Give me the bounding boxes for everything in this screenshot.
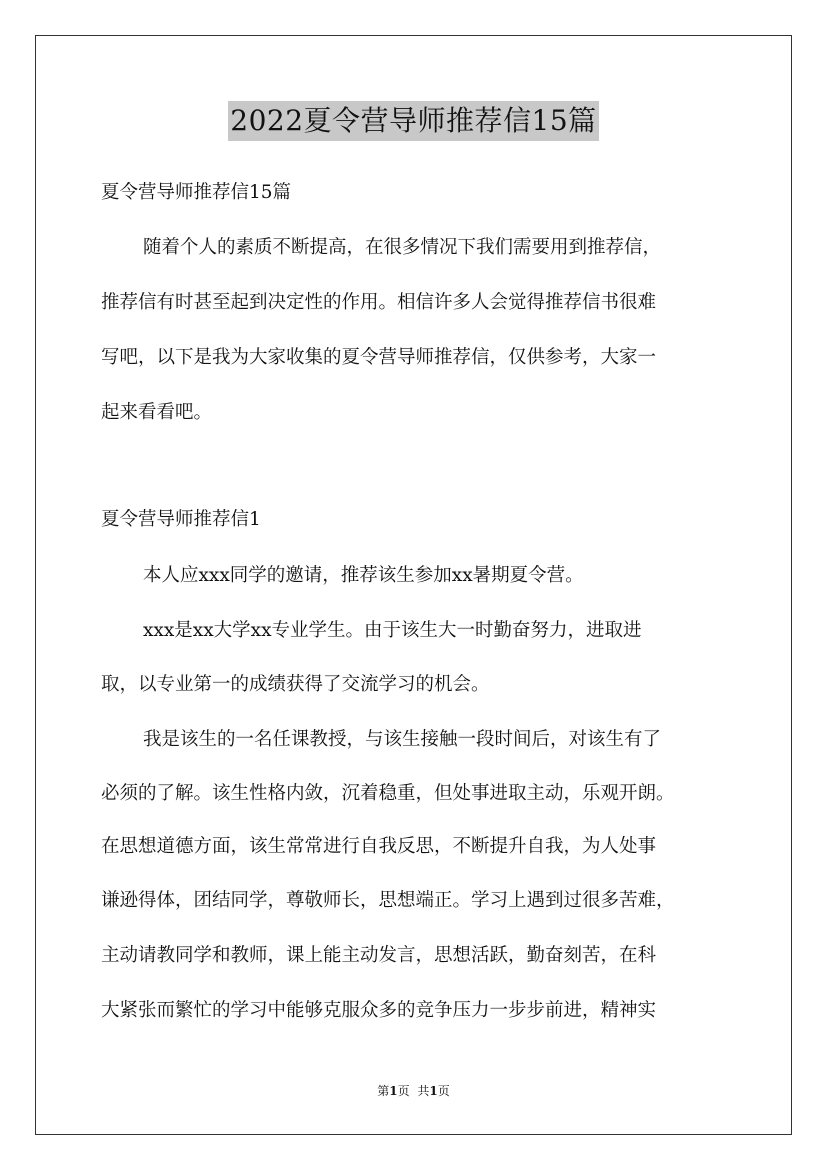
footer-page-prefix: 第: [377, 1084, 390, 1098]
document-title: 2022夏令营导师推荐信15篇: [228, 101, 598, 141]
body-line: 必须的了解。该生性格内敛，沉着稳重，但处事进取主动，乐观开朗。: [101, 783, 675, 804]
page-footer: [0, 1083, 827, 1099]
body-line: 大紧张而繁忙的学习中能够克服众多的竞争压力一步步前进，精神实: [101, 1000, 657, 1021]
body-line: 本人应xxx同学的邀请，推荐该生参加xx暑期夏令营。: [143, 565, 584, 586]
body-line: 主动请教同学和教师，课上能主动发言，思想活跃，勤奋刻苦，在科: [101, 945, 657, 966]
body-line: xxx是xx大学xx专业学生。由于该生大一时勤奋努力，进取进: [143, 620, 642, 641]
body-line: 取，以专业第一的成绩获得了交流学习的机会。: [101, 674, 490, 695]
body-line: 谦逊得体，团结同学，尊敬师长，思想端正。学习上遇到过很多苦难，: [101, 890, 675, 911]
footer-total-suffix: 页: [437, 1084, 450, 1098]
body-line: 我是该生的一名任课教授，与该生接触一段时间后，对该生有了: [143, 729, 662, 750]
body-line: 起来看看吧。: [101, 402, 213, 423]
footer-total-number: 1: [429, 1084, 438, 1098]
body-line: 在思想道德方面，该生常常进行自我反思，不断提升自我，为人处事: [101, 836, 657, 857]
title-container: [0, 101, 827, 141]
body-line: 推荐信有时甚至起到决定性的作用。相信许多人会觉得推荐信书很难: [101, 292, 657, 313]
body-line: 写吧，以下是我为大家收集的夏令营导师推荐信，仅供参考，大家一: [101, 347, 657, 368]
footer-page-number: 1: [389, 1084, 398, 1098]
footer-total-prefix: 共: [417, 1084, 430, 1098]
body-line: 夏令营导师推荐信15篇: [101, 182, 292, 203]
footer-page-suffix: 页: [397, 1084, 410, 1098]
body-line: 夏令营导师推荐信1: [101, 509, 261, 530]
body-line: 随着个人的素质不断提高，在很多情况下我们需要用到推荐信，: [143, 237, 662, 258]
